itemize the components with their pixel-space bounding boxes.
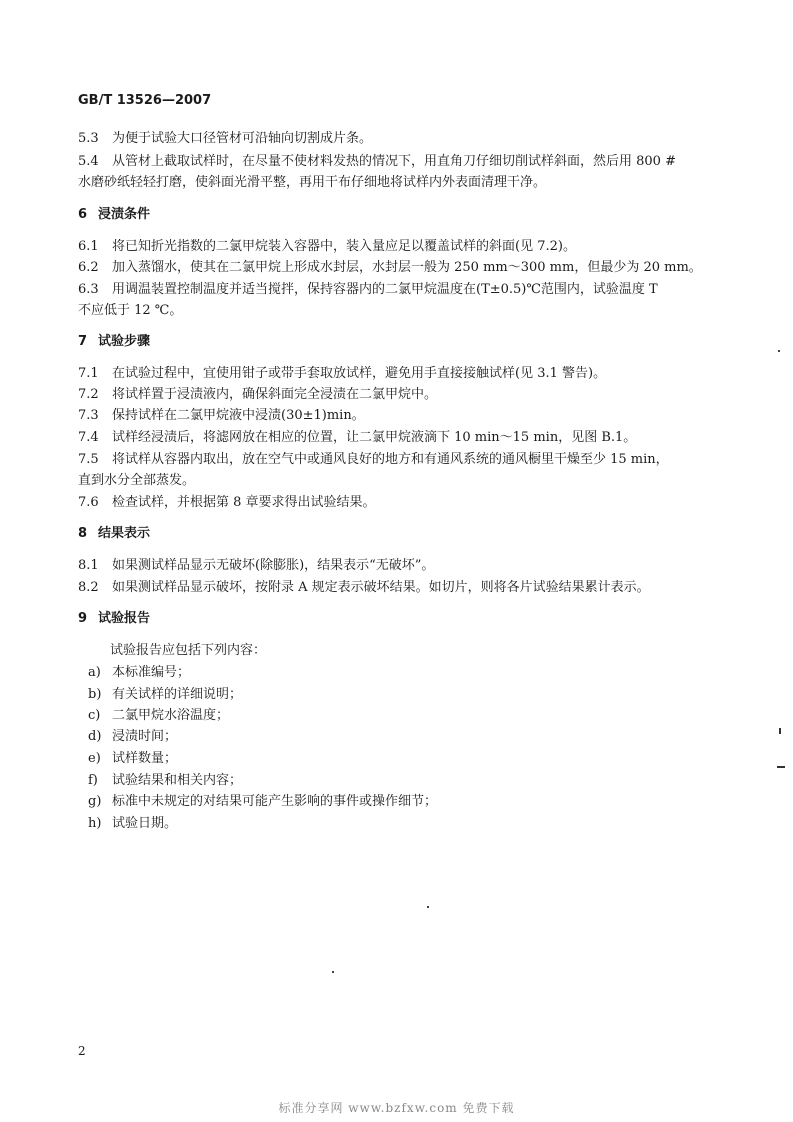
item-label: g) — [88, 794, 102, 809]
clause-text: 如果测试样品显示无破坏(除膨胀)，结果表示“无破坏”。 — [112, 558, 435, 573]
section-heading-8 — [78, 525, 150, 543]
clause-text: 直到水分全部蒸发。 — [78, 473, 196, 488]
clause-7-5 — [78, 451, 669, 469]
clause-text: 不应低于 12 ℃。 — [78, 303, 183, 318]
clause-7-2 — [78, 386, 437, 404]
scan-speck — [332, 971, 334, 973]
item-text: 本标准编号； — [112, 665, 191, 680]
report-intro: 试验报告应包括下列内容： — [110, 643, 267, 658]
clause-number: 7.6 — [78, 495, 99, 510]
clause-5-4-cont — [78, 174, 546, 192]
report-item — [88, 728, 177, 746]
clause-7-1 — [78, 365, 606, 383]
section-title: 试验报告 — [98, 611, 151, 626]
item-text: 浸渍时间； — [112, 729, 178, 744]
clause-text: 检查试样，并根据第 8 章要求得出试验结果。 — [112, 495, 376, 510]
clause-8-2 — [78, 579, 650, 597]
section-number: 9 — [78, 611, 88, 626]
clause-text: 如果测试样品显示破坏，按附录 A 规定表示破坏结果。如切片，则将各片试验结果累计表示。 — [112, 580, 650, 595]
section-title: 试验步骤 — [98, 334, 151, 349]
report-item — [88, 772, 242, 790]
clause-number: 5.4 — [78, 154, 99, 169]
item-label: h) — [88, 816, 102, 831]
report-item — [88, 815, 177, 833]
clause-text: 保持试样在二氯甲烷液中浸渍(30±1)min。 — [112, 408, 365, 423]
report-item — [88, 686, 242, 704]
clause-number: 7.2 — [78, 387, 99, 402]
watermark-footer: 标准分享网 www.bzfxw.com 免费下载 — [278, 1101, 515, 1115]
clause-6-1 — [78, 238, 576, 256]
clause-number: 6.3 — [78, 282, 99, 297]
section-title: 浸渍条件 — [98, 207, 151, 222]
section-heading-9 — [78, 610, 150, 628]
scan-mark — [777, 766, 785, 768]
clause-5-3 — [78, 130, 372, 148]
clause-5-4 — [78, 153, 676, 171]
section-number: 7 — [78, 334, 88, 349]
clause-text: 用调温装置控制温度并适当搅拌，保持容器内的二氯甲烷温度在(T±0.5)℃范围内，试验温度 T — [112, 282, 658, 297]
clause-number: 8.2 — [78, 580, 99, 595]
section-heading-7 — [78, 333, 150, 351]
item-label: a) — [88, 665, 101, 680]
clause-6-2 — [78, 259, 702, 277]
report-item — [88, 664, 190, 682]
clause-6-3 — [78, 281, 658, 299]
clause-text: 在试验过程中，宜使用钳子或带手套取放试样，避免用手直接接触试样(见 3.1 警告)。 — [112, 366, 607, 381]
clause-number: 7.1 — [78, 366, 99, 381]
clause-text: 将试样置于浸渍液内，确保斜面完全浸渍在二氯甲烷中。 — [112, 387, 438, 402]
scan-speck — [427, 906, 429, 908]
clause-7-5-cont — [78, 472, 195, 490]
clause-number: 7.4 — [78, 430, 99, 445]
item-label: b) — [88, 687, 102, 702]
clause-number: 6.2 — [78, 260, 99, 275]
clause-7-4 — [78, 429, 636, 447]
section-number: 8 — [78, 526, 88, 541]
clause-number: 7.3 — [78, 408, 99, 423]
clause-text: 将已知折光指数的二氯甲烷装入容器中，装入量应足以覆盖试样的斜面(见 7.2)。 — [112, 239, 576, 254]
item-text: 有关试样的详细说明； — [112, 687, 243, 702]
standard-number-header: GB/T 13526—2007 — [78, 93, 212, 108]
scan-speck — [778, 350, 780, 352]
report-item — [88, 750, 177, 768]
scan-mark — [779, 728, 781, 734]
clause-text: 将试样从容器内取出，放在空气中或通风良好的地方和有通风系统的通风橱里干燥至少 15 min， — [112, 452, 669, 467]
clause-7-6 — [78, 494, 376, 512]
clause-6-3-cont — [78, 302, 182, 320]
report-item — [88, 793, 437, 811]
clause-number: 8.1 — [78, 558, 99, 573]
page-number: 2 — [78, 1044, 86, 1058]
clause-text: 加入蒸馏水，使其在二氯甲烷上形成水封层，水封层一般为 250 mm～300 mm，但最少为 20 mm。 — [112, 260, 702, 275]
item-text: 试验结果和相关内容； — [112, 773, 243, 788]
clause-text: 从管材上截取试样时，在尽量不使材料发热的情况下，用直角刀仔细切削试样斜面，然后用 800 # — [112, 154, 676, 169]
item-label: d) — [88, 729, 102, 744]
item-text: 二氯甲烷水浴温度； — [112, 708, 230, 723]
item-text: 试样数量； — [112, 751, 178, 766]
item-label: f) — [88, 773, 98, 788]
clause-text: 试样经浸渍后，将滤网放在相应的位置，让二氯甲烷液滴下 10 min～15 min，见图 B.1。 — [112, 430, 637, 445]
clause-text: 为便于试验大口径管材可沿轴向切割成片条。 — [112, 131, 373, 146]
clause-8-1 — [78, 557, 434, 575]
section-title: 结果表示 — [98, 526, 151, 541]
clause-7-3 — [78, 407, 365, 425]
clause-number: 6.1 — [78, 239, 99, 254]
report-item — [88, 707, 229, 725]
item-label: e) — [88, 751, 101, 766]
section-heading-6 — [78, 206, 150, 224]
item-text: 标准中未规定的对结果可能产生影响的事件或操作细节； — [112, 794, 438, 809]
clause-text: 水磨砂纸轻轻打磨，使斜面光滑平整，再用干布仔细地将试样内外表面清理干净。 — [78, 175, 547, 190]
section-number: 6 — [78, 207, 88, 222]
clause-number: 7.5 — [78, 452, 99, 467]
item-label: c) — [88, 708, 101, 723]
clause-number: 5.3 — [78, 131, 99, 146]
item-text: 试验日期。 — [112, 816, 178, 831]
